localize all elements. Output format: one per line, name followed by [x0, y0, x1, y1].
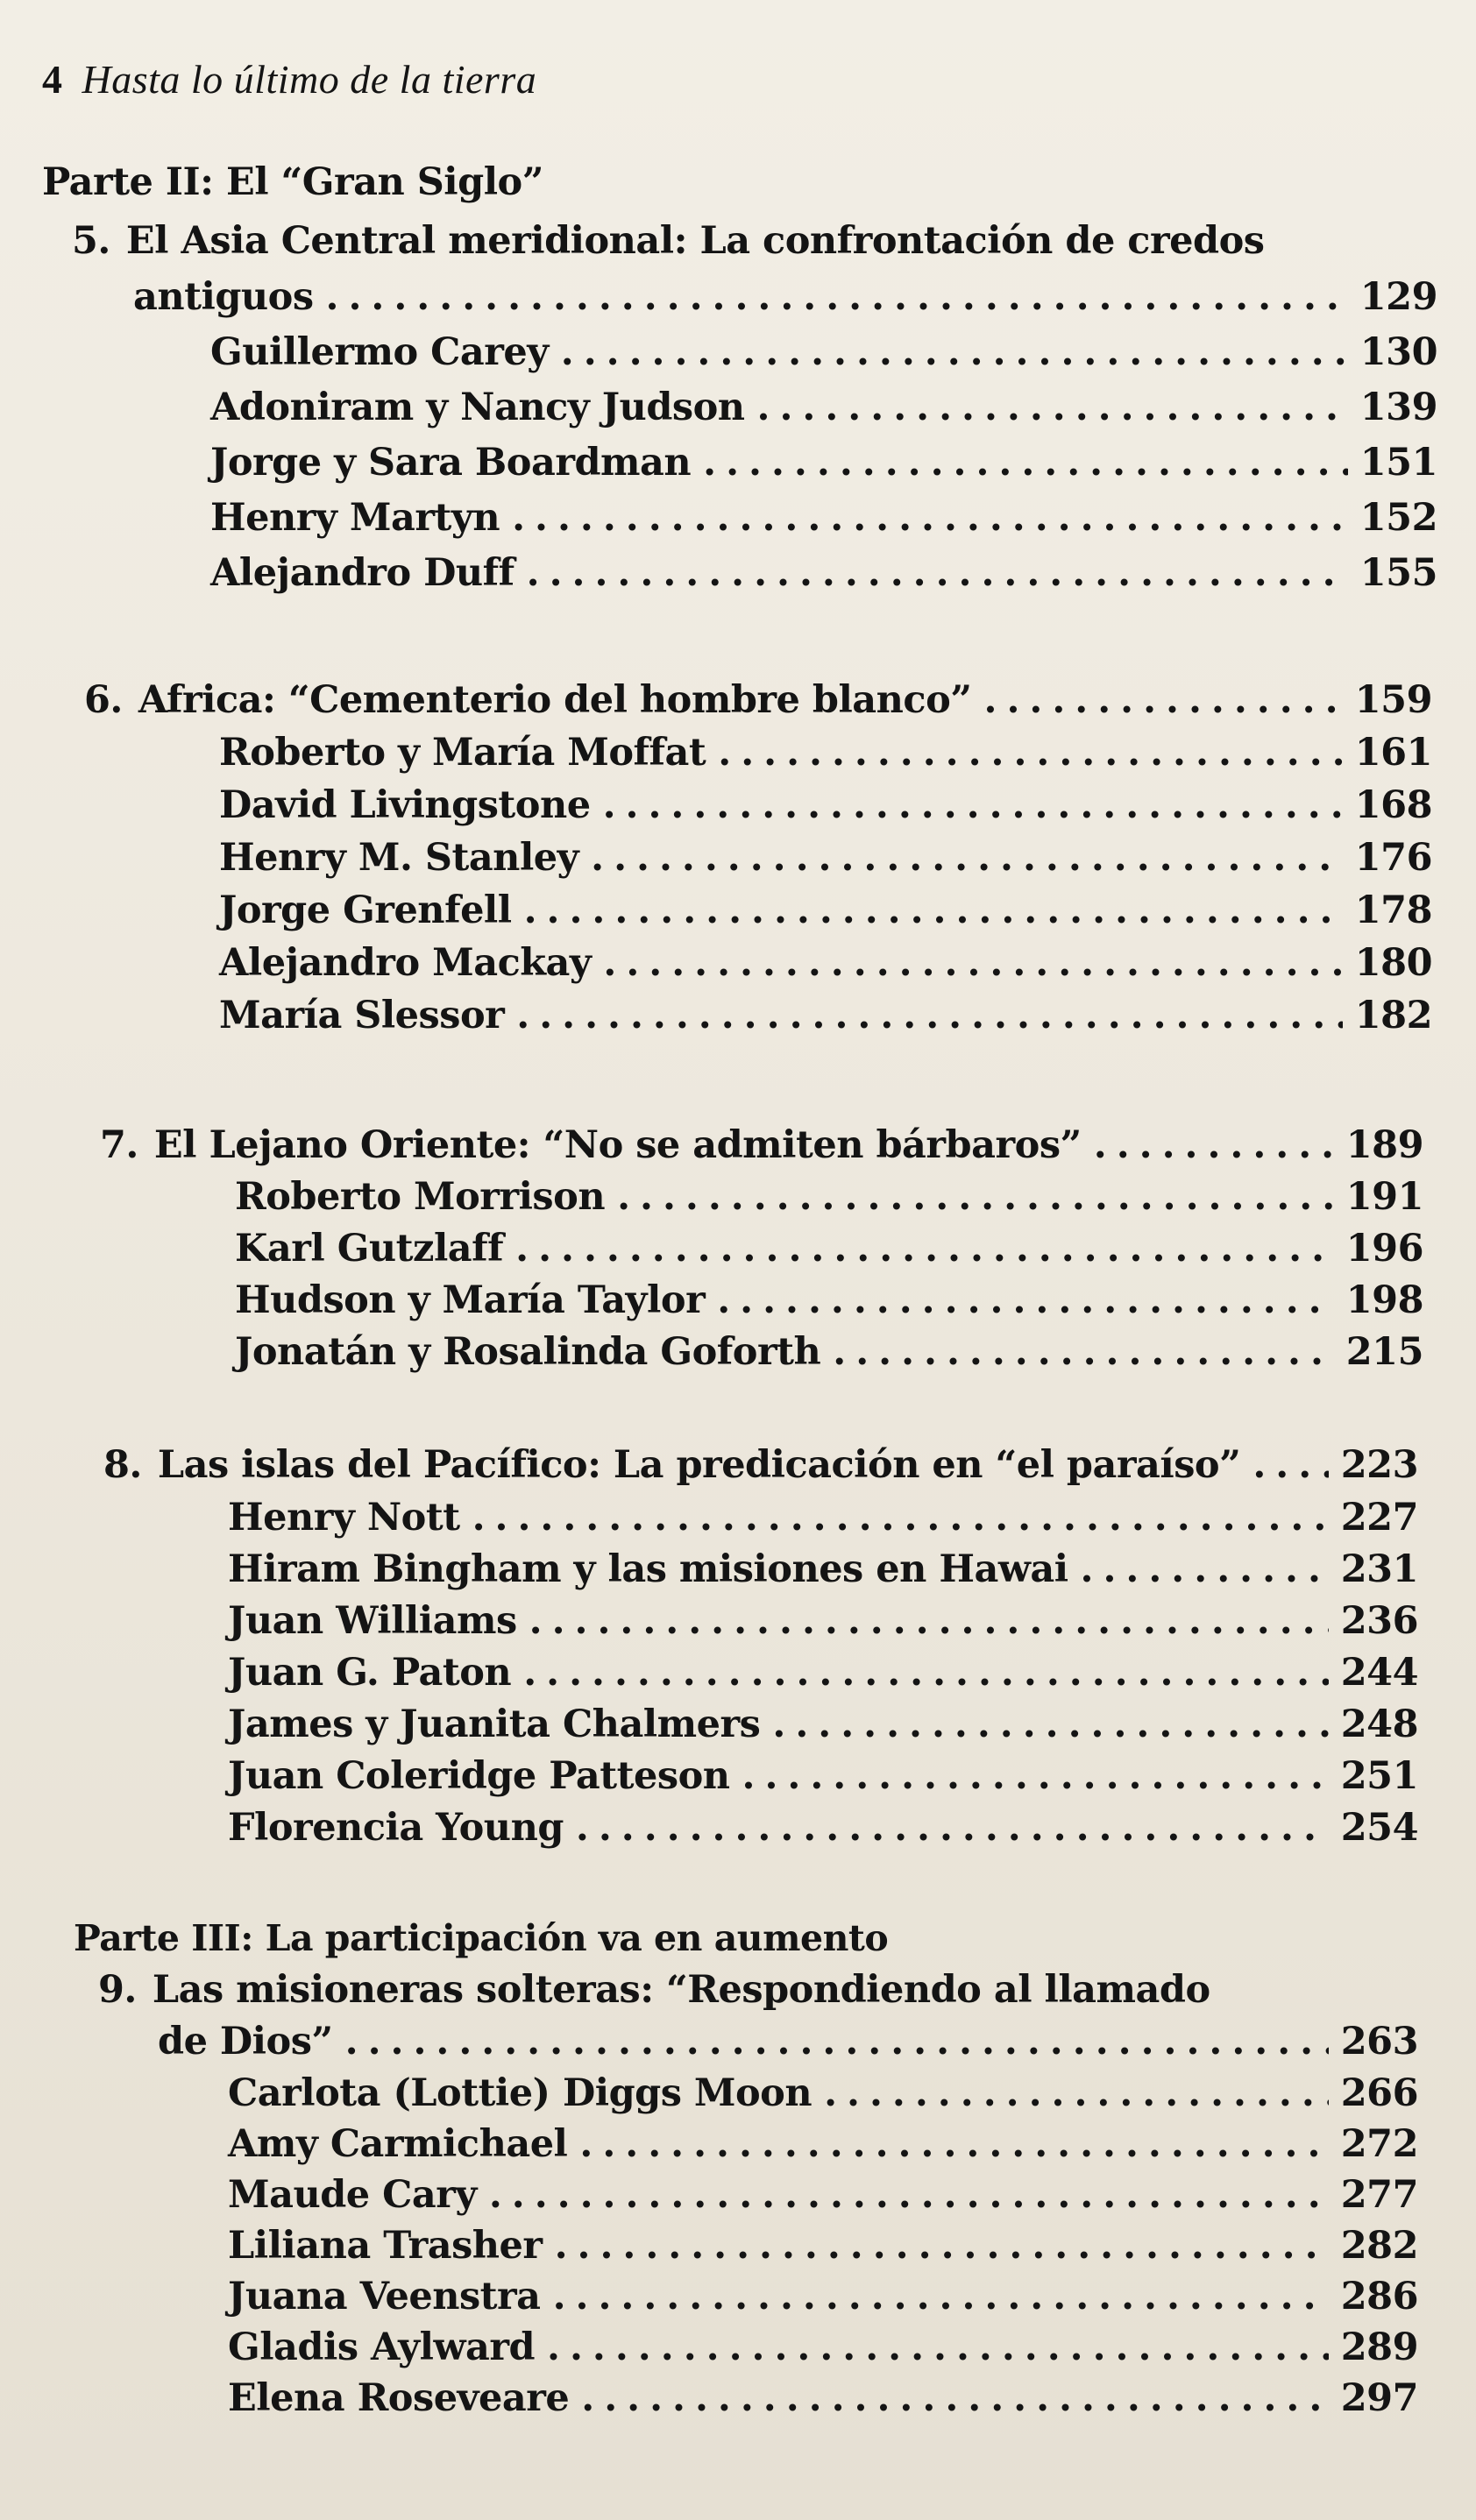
- entry-name: Hudson y María Taylor: [235, 1278, 706, 1322]
- leader-dots: [512, 496, 1348, 540]
- page-ref: 244: [1340, 1651, 1418, 1695]
- leader-dots: [603, 783, 1343, 827]
- leader-dots: [717, 1278, 1334, 1322]
- chapter-title-text: Africa: “Cementerio del hombre blanco”: [138, 678, 972, 722]
- leader-dots: [742, 1754, 1329, 1798]
- page-ref: 178: [1354, 888, 1432, 932]
- leader-dots: [581, 2376, 1328, 2420]
- leader-dots: [579, 2122, 1328, 2166]
- leader-dots: [1081, 1547, 1329, 1591]
- leader-dots: [515, 1227, 1334, 1271]
- toc-entry: [210, 386, 1437, 435]
- toc-entry: [228, 2071, 1418, 2120]
- page-ref: 248: [1340, 1702, 1418, 1746]
- entry-name: Carlota (Lottie) Diggs Moon: [228, 2071, 813, 2115]
- toc-entry: [219, 888, 1432, 938]
- toc-entry: [219, 783, 1432, 832]
- entry-name: Henry Martyn: [210, 496, 500, 540]
- toc-entry: [219, 836, 1432, 885]
- leader-dots: [984, 678, 1343, 722]
- page-ref: 182: [1354, 994, 1432, 1037]
- leader-dots: [703, 441, 1348, 485]
- page-ref: 129: [1359, 275, 1437, 319]
- toc-entry: [228, 1754, 1418, 1803]
- leader-dots: [1252, 1443, 1328, 1487]
- chapter-title-line: El Asia Central meridional: La confrontación de credos: [125, 219, 1265, 263]
- toc-entry: [228, 1547, 1418, 1596]
- part-heading: Parte II: El “Gran Siglo”: [42, 160, 543, 204]
- entry-name: David Livingstone: [219, 783, 591, 827]
- page-ref: 155: [1359, 551, 1437, 595]
- page-ref: 151: [1359, 441, 1437, 485]
- entry-name: Liliana Trasher: [228, 2224, 543, 2268]
- page-ref: 266: [1340, 2071, 1418, 2115]
- entry-name: Jonatán y Rosalinda Goforth: [235, 1330, 821, 1374]
- page-ref: 159: [1354, 678, 1432, 722]
- entry-name: Jorge y Sara Boardman: [210, 441, 692, 485]
- leader-dots: [527, 551, 1348, 595]
- toc-entry: [228, 2376, 1418, 2425]
- page-ref: 215: [1345, 1330, 1423, 1374]
- chapter-title: [72, 219, 1264, 263]
- entry-name: Jorge Grenfell: [219, 888, 512, 932]
- page-ref: 176: [1354, 836, 1432, 880]
- chapter-title-line: Las misioneras solteras: “Respondiendo al llamado: [152, 1968, 1210, 2012]
- toc-entry: [228, 1806, 1418, 1855]
- leader-dots: [529, 1599, 1329, 1643]
- chapter-number: 7.: [100, 1123, 138, 1167]
- leader-dots: [617, 1175, 1334, 1219]
- chapter-number: 8.: [103, 1443, 142, 1487]
- leader-dots: [326, 275, 1348, 319]
- toc-entry: [235, 1330, 1423, 1379]
- toc-entry: [219, 731, 1432, 780]
- chapter-title-continued: antiguos: [133, 275, 314, 319]
- chapter-number: 9.: [98, 1968, 137, 2012]
- leader-dots: [523, 1651, 1329, 1695]
- page-ref: 139: [1359, 386, 1437, 429]
- toc-entry: [228, 1599, 1418, 1648]
- chapter-title: [84, 678, 1432, 727]
- entry-name: Amy Carmichael: [228, 2122, 568, 2166]
- leader-dots: [555, 2224, 1329, 2268]
- page-ref: 196: [1345, 1227, 1423, 1271]
- toc-entry: [210, 330, 1437, 379]
- entry-name: Florencia Young: [228, 1806, 564, 1850]
- page-ref: 263: [1340, 2020, 1418, 2063]
- entry-name: Gladis Aylward: [228, 2325, 536, 2369]
- toc-entry: [235, 1175, 1423, 1224]
- leader-dots: [824, 2071, 1329, 2115]
- entry-name: Alejandro Duff: [210, 551, 514, 595]
- leader-dots: [772, 1702, 1328, 1746]
- leader-dots: [591, 836, 1343, 880]
- page-ref: 282: [1340, 2224, 1418, 2268]
- page-ref: 297: [1340, 2376, 1418, 2420]
- leader-dots: [718, 731, 1342, 775]
- toc-entry: [210, 496, 1437, 545]
- page-ref: 227: [1340, 1496, 1418, 1540]
- page-ref: 223: [1340, 1443, 1418, 1487]
- toc-entry: [133, 275, 1437, 324]
- toc-entry: [228, 1702, 1418, 1752]
- chapter-number: 5.: [72, 219, 110, 263]
- page-ref: 254: [1340, 1806, 1418, 1850]
- page-ref: 168: [1354, 783, 1432, 827]
- toc-entry: [228, 2173, 1418, 2222]
- leader-dots: [553, 2275, 1329, 2318]
- page-ref: 231: [1340, 1547, 1418, 1591]
- leader-dots: [757, 386, 1348, 429]
- leader-dots: [489, 2173, 1329, 2217]
- page-ref: 289: [1340, 2325, 1418, 2369]
- entry-name: Karl Gutzlaff: [235, 1227, 504, 1271]
- page-ref: 130: [1359, 330, 1437, 374]
- leader-dots: [547, 2325, 1329, 2369]
- leader-dots: [576, 1806, 1329, 1850]
- leader-dots: [833, 1330, 1333, 1374]
- leader-dots: [472, 1496, 1329, 1540]
- page-ref: 236: [1340, 1599, 1418, 1643]
- page-ref: 191: [1345, 1175, 1423, 1219]
- toc-entry: [228, 1496, 1418, 1545]
- page-ref: 180: [1354, 941, 1432, 985]
- toc-entry: [228, 2275, 1418, 2324]
- chapter-title: [103, 1443, 1418, 1492]
- page-ref: 251: [1340, 1754, 1418, 1798]
- toc-entry: [210, 551, 1437, 600]
- chapter-title-line: [84, 678, 972, 722]
- running-head: [42, 56, 536, 103]
- page-ref: 189: [1345, 1123, 1423, 1167]
- chapter-title-text: El Lejano Oriente: “No se admiten bárbaros”: [153, 1123, 1082, 1167]
- chapter-title-line: [100, 1123, 1082, 1167]
- entry-name: Elena Roseveare: [228, 2376, 570, 2420]
- entry-name: Henry Nott: [228, 1496, 460, 1540]
- leader-dots: [516, 994, 1342, 1037]
- entry-name: Adoniram y Nancy Judson: [210, 386, 745, 429]
- page-ref: 198: [1345, 1278, 1423, 1322]
- entry-name: Roberto Morrison: [235, 1175, 606, 1219]
- toc-entry: [219, 994, 1432, 1043]
- leader-dots: [561, 330, 1348, 374]
- page-ref: 286: [1340, 2275, 1418, 2318]
- entry-name: Juan Coleridge Patteson: [228, 1754, 730, 1798]
- page-ref: 277: [1340, 2173, 1418, 2217]
- entry-name: Guillermo Carey: [210, 330, 549, 374]
- leader-dots: [603, 941, 1342, 985]
- toc-entry: [219, 941, 1432, 990]
- entry-name: María Slessor: [219, 994, 505, 1037]
- part-heading: Parte III: La participación va en aumento: [74, 1917, 889, 1959]
- toc-entry: [210, 441, 1437, 490]
- entry-name: James y Juanita Chalmers: [228, 1702, 761, 1746]
- entry-name: Hiram Bingham y las misiones en Hawai: [228, 1547, 1068, 1591]
- toc-entry: [235, 1227, 1423, 1276]
- chapter-title-text: Las islas del Pacífico: La predicación en “el paraíso”: [157, 1443, 1241, 1487]
- toc-entry: [228, 2122, 1418, 2171]
- entry-name: Alejandro Mackay: [219, 941, 592, 985]
- toc-entry: [235, 1278, 1423, 1327]
- toc-entry: [228, 2325, 1418, 2375]
- entry-name: Maude Cary: [228, 2173, 477, 2217]
- entry-name: Juan G. Paton: [228, 1651, 512, 1695]
- toc-entry: [228, 1651, 1418, 1700]
- leader-dots: [524, 888, 1343, 932]
- page-ref: 152: [1359, 496, 1437, 540]
- entry-name: Henry M. Stanley: [219, 836, 579, 880]
- entry-name: Juana Veenstra: [228, 2275, 541, 2318]
- toc-entry: [228, 2224, 1418, 2273]
- entry-name: Roberto y María Moffat: [219, 731, 706, 775]
- chapter-title-continued: de Dios”: [158, 2020, 333, 2063]
- book-title: Hasta lo último de la tierra: [82, 57, 537, 102]
- chapter-number: 6.: [84, 678, 123, 722]
- chapter-title-line: [103, 1443, 1240, 1487]
- toc-entry: [158, 2020, 1418, 2069]
- chapter-title: [98, 1968, 1210, 2012]
- chapter-title: [100, 1123, 1423, 1172]
- entry-name: Juan Williams: [228, 1599, 517, 1643]
- page-ref: 272: [1340, 2122, 1418, 2166]
- page-ref: 161: [1354, 731, 1432, 775]
- page-number: 4: [42, 57, 63, 102]
- leader-dots: [1094, 1123, 1334, 1167]
- leader-dots: [345, 2020, 1329, 2063]
